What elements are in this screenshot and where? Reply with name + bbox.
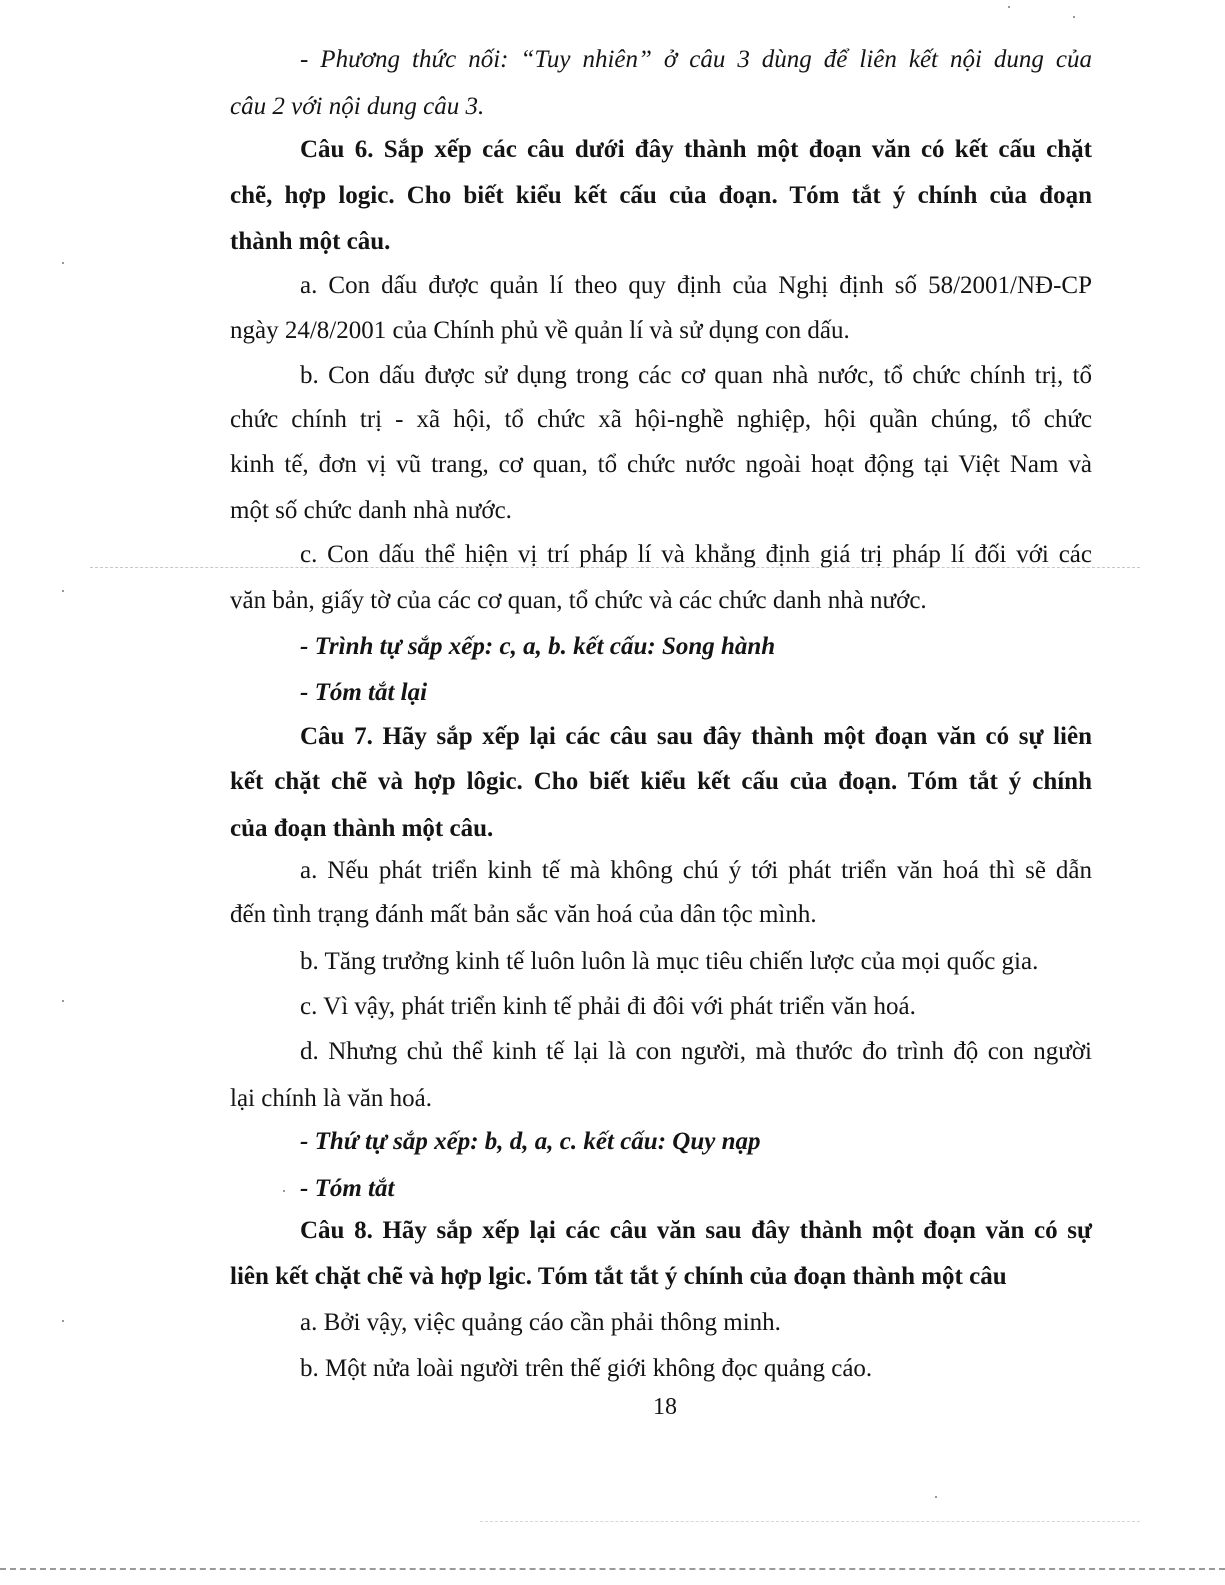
question-heading: Câu 8. Hãy sắp xếp lại các câu văn sau đây thành một đoạn văn có sự xyxy=(300,1217,1092,1244)
text-line: câu 2 với nội dung câu 3. xyxy=(230,93,485,120)
text-line: d. Nhưng chủ thể kinh tế lại là con người, mà thước đo trình độ con người xyxy=(300,1038,1092,1065)
text-line: c. Con dấu thể hiện vị trí pháp lí và khẳng định giá trị pháp lí đối với các xyxy=(300,541,1092,568)
text-line: - Phương thức nối: “Tuy nhiên” ở câu 3 dùng để liên kết nội dung của xyxy=(300,46,1092,73)
question-heading: thành một câu. xyxy=(230,228,391,255)
scan-speck xyxy=(1008,6,1010,8)
text-line: a. Bởi vậy, việc quảng cáo cần phải thông minh. xyxy=(300,1309,781,1336)
text-line: chức chính trị - xã hội, tổ chức xã hội-nghề nghiệp, hội quần chúng, tổ chức xyxy=(230,406,1092,433)
scan-speck xyxy=(62,1320,64,1322)
text-line: một số chức danh nhà nước. xyxy=(230,497,512,524)
scan-speck xyxy=(62,590,64,592)
text-line: b. Một nửa loài người trên thế giới không đọc quảng cáo. xyxy=(300,1355,873,1382)
text-line: đến tình trạng đánh mất bản sắc văn hoá của dân tộc mình. xyxy=(230,901,817,928)
question-heading: liên kết chặt chẽ và hợp lgic. Tóm tắt tắt ý chính của đoạn thành một câu xyxy=(230,1263,1007,1290)
text-line: ngày 24/8/2001 của Chính phủ về quản lí và sử dụng con dấu. xyxy=(230,317,850,344)
question-heading: chẽ, hợp logic. Cho biết kiểu kết cấu của đoạn. Tóm tắt ý chính của đoạn xyxy=(230,182,1092,209)
question-heading: kết chặt chẽ và hợp lôgic. Cho biết kiểu kết cấu của đoạn. Tóm tắt ý chính xyxy=(230,768,1092,795)
scan-speck xyxy=(283,1190,285,1192)
question-heading: Câu 7. Hãy sắp xếp lại các câu sau đây thành một đoạn văn có sự liên xyxy=(300,723,1092,750)
scan-speck xyxy=(62,262,64,264)
text-line: a. Con dấu được quản lí theo quy định của Nghị định số 58/2001/NĐ-CP xyxy=(300,272,1092,299)
text-line: b. Tăng trưởng kinh tế luôn luôn là mục tiêu chiến lược của mọi quốc gia. xyxy=(300,948,1039,975)
text-line: kinh tế, đơn vị vũ trang, cơ quan, tổ chức nước ngoài hoạt động tại Việt Nam và xyxy=(230,451,1092,478)
text-line: c. Vì vậy, phát triển kinh tế phải đi đôi với phát triển văn hoá. xyxy=(300,993,916,1020)
scan-speck xyxy=(1073,16,1075,18)
answer-order: - Thứ tự sắp xếp: b, d, a, c. kết cấu: Quy nạp xyxy=(300,1128,761,1155)
question-heading: của đoạn thành một câu. xyxy=(230,815,494,842)
text-line: b. Con dấu được sử dụng trong các cơ quan nhà nước, tổ chức chính trị, tổ xyxy=(300,362,1092,389)
question-heading: Câu 6. Sắp xếp các câu dưới đây thành một đoạn văn có kết cấu chặt xyxy=(300,136,1092,163)
answer-summary: - Tóm tắt xyxy=(300,1175,395,1202)
page-number: 18 xyxy=(653,1394,677,1420)
answer-summary: - Tóm tắt lại xyxy=(300,679,428,706)
text-line: lại chính là văn hoá. xyxy=(230,1085,433,1112)
text-line: văn bản, giấy tờ của các cơ quan, tổ chức và các chức danh nhà nước. xyxy=(230,587,927,614)
scan-speck xyxy=(935,1496,937,1498)
scan-artifact-line xyxy=(90,567,1140,568)
scan-edge-line xyxy=(0,1568,1225,1570)
text-line: a. Nếu phát triển kinh tế mà không chú ý tới phát triển văn hoá thì sẽ dẫn xyxy=(300,857,1092,884)
answer-order: - Trình tự sắp xếp: c, a, b. kết cấu: Song hành xyxy=(300,633,776,660)
scan-artifact-line xyxy=(480,1521,1140,1522)
scan-speck xyxy=(62,1000,64,1002)
